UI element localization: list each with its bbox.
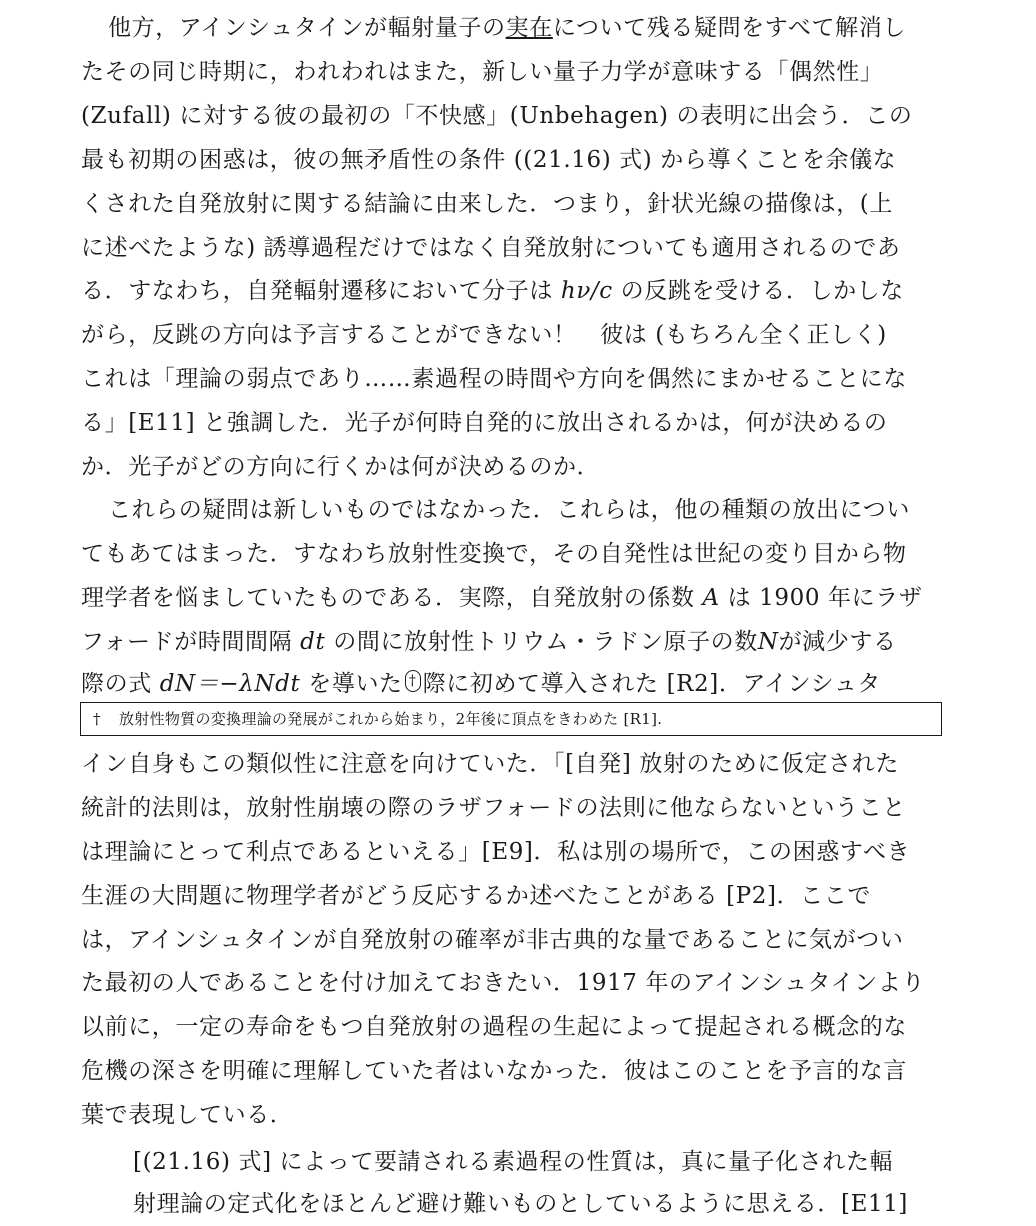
footnote-text: 放射性物質の変換理論の発展がこれから始まり，2年後に頂点をきわめた [R1].	[119, 710, 663, 728]
text-line: た最初の人であることを付け加えておきたい．1917 年のアインシュタインより	[81, 970, 926, 996]
text-line: たその同じ時期に，われわれはまた，新しい量子力学が意味する「偶然性」	[81, 59, 884, 85]
text-line: は理論にとって利点であるといえる」[E9]．私は別の場所で，この困惑すべき	[81, 839, 911, 865]
text-line: 危機の深さを明確に理解していた者はいなかった．彼はこのことを予言的な言	[81, 1058, 907, 1084]
text-line: 葉で表現している．	[81, 1102, 294, 1128]
text-line: は，アインシュタインが自発放射の確率が非古典的な量であることに気がつい	[81, 927, 904, 953]
text-line: 最も初期の困惑は，彼の無矛盾性の条件 ((21.16) 式) から導くことを余儀な	[81, 147, 897, 173]
text-line: に述べたような) 誘導過程だけではなく自発放射についても適用されるのであ	[81, 235, 901, 261]
footnote-marker[interactable]: †	[405, 670, 421, 692]
text-line: がら，反跳の方向は予言することができない！ 彼は (もちろん全く正しく)	[81, 322, 887, 348]
text-line: 他方，アインシュタインが輻射量子の実在について残る疑問をすべて解消し	[108, 15, 906, 41]
math-expression: N	[757, 629, 779, 655]
text-line: 統計的法則は，放射性崩壊の際のラザフォードの法則に他ならないということ	[81, 795, 906, 821]
text-line: る」[E11] と強調した．光子が何時自発的に放出されるかは，何が決めるの	[81, 410, 888, 436]
footnote-dagger: †	[93, 710, 101, 728]
math-expression: dN＝−λNdt	[159, 671, 301, 697]
text-line: 生涯の大問題に物理学者がどう反応するか述べたことがある [P2]．ここで	[81, 883, 871, 909]
text-line: これは「理論の弱点であり……素過程の時間や方向を偶然にまかせることにな	[81, 366, 907, 392]
text-line: フォードが時間間隔 dt の間に放射性トリウム・ラドン原子の数Nが減少する	[81, 629, 897, 655]
math-expression: hν/c	[560, 278, 613, 304]
quote-line: [(21.16) 式] によって要請される素過程の性質は，真に量子化された輻	[133, 1149, 894, 1175]
quote-line: 射理論の定式化をほとんど避け難いものとしているように思える．[E11]	[133, 1191, 909, 1217]
text-line: てもあてはまった．すなわち放射性変換で，その自発性は世紀の変り目から物	[81, 541, 907, 567]
underlined-word: 実在	[505, 15, 553, 41]
text-line: くされた自発放射に関する結論に由来した．つまり，針状光線の描像は，(上	[81, 191, 893, 217]
text-line: 以前に，一定の寿命をもつ自発放射の過程の生起によって提起される概念的な	[81, 1014, 907, 1040]
text-line: る．すなわち，自発輻射遷移において分子は hν/c の反跳を受ける．しかしな	[81, 278, 904, 304]
text-line: イン自身もこの類似性に注意を向けていた．「[自発] 放射のために仮定された	[81, 751, 899, 777]
text-line: これらの疑問は新しいものではなかった．これらは，他の種類の放出につい	[108, 497, 910, 523]
text-line: 理学者を悩ましていたものである．実際，自発放射の係数 A は 1900 年にラザ	[81, 585, 923, 611]
text-line: 際の式 dN＝−λNdt を導いた † 際に初めて導入された [R2]．アインシュタ	[81, 671, 881, 697]
text-line: (Zufall) に対する彼の最初の「不快感」(Unbehagen) の表明に出会う．この	[81, 103, 913, 129]
footnote-box	[80, 702, 942, 736]
math-expression: dt	[300, 629, 326, 655]
math-expression: A	[702, 585, 720, 611]
text-line: か．光子がどの方向に行くかは何が決めるのか．	[81, 454, 601, 480]
